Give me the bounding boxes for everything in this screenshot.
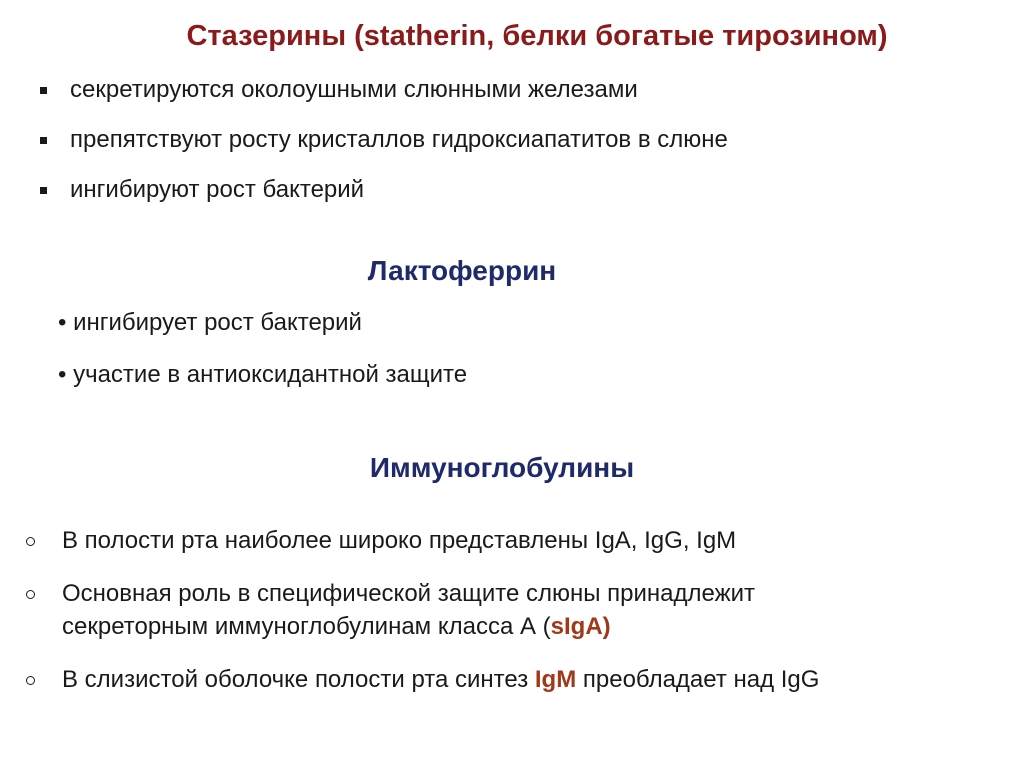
list-item <box>24 524 819 557</box>
laktoferrin-list <box>58 305 467 409</box>
immunoglobuliny-list <box>24 524 819 716</box>
list-item <box>40 173 728 223</box>
laktoferrin-title: Лактоферрин <box>367 255 557 286</box>
siga-highlight: sIgA) <box>550 613 611 640</box>
list-item <box>40 73 728 123</box>
square-bullet-icon <box>40 137 47 144</box>
list-item-text-post: преобладает над IgG <box>576 666 820 693</box>
list-item <box>24 663 819 696</box>
immunoglobuliny-title: Иммуноглобулины <box>369 452 635 483</box>
list-item <box>58 305 467 357</box>
list-item-text: ингибируют рост бактерий <box>70 176 365 203</box>
stazeriny-list <box>40 73 728 223</box>
list-item-text: • участие в антиоксидантной защите <box>58 361 468 388</box>
circle-bullet-icon <box>26 590 35 599</box>
list-item <box>40 123 728 173</box>
list-item-text: В полости рта наиболее широко представлены IgA, IgG, IgM <box>62 527 737 554</box>
list-item <box>58 357 467 409</box>
circle-bullet-icon <box>26 537 35 546</box>
list-item <box>24 577 819 643</box>
igm-highlight: IgM <box>534 666 577 693</box>
list-item-text-pre: В слизистой оболочке полости рта синтез <box>62 666 535 693</box>
list-item-text: препятствуют росту кристаллов гидроксиапатитов в слюне <box>70 126 728 153</box>
square-bullet-icon <box>40 87 47 94</box>
circle-bullet-icon <box>26 676 35 685</box>
list-item-text-line1: Основная роль в специфической защите слюны принадлежит <box>62 580 756 607</box>
stazeriny-title: Стазерины (statherin, белки богатые тирозином) <box>186 20 888 52</box>
list-item-text: секретируются околоушными слюнными железами <box>70 76 638 103</box>
list-item-text-line2: секреторным иммуноглобулинам класса А ( <box>62 613 551 640</box>
square-bullet-icon <box>40 187 47 194</box>
list-item-text: • ингибирует рост бактерий <box>58 309 362 336</box>
